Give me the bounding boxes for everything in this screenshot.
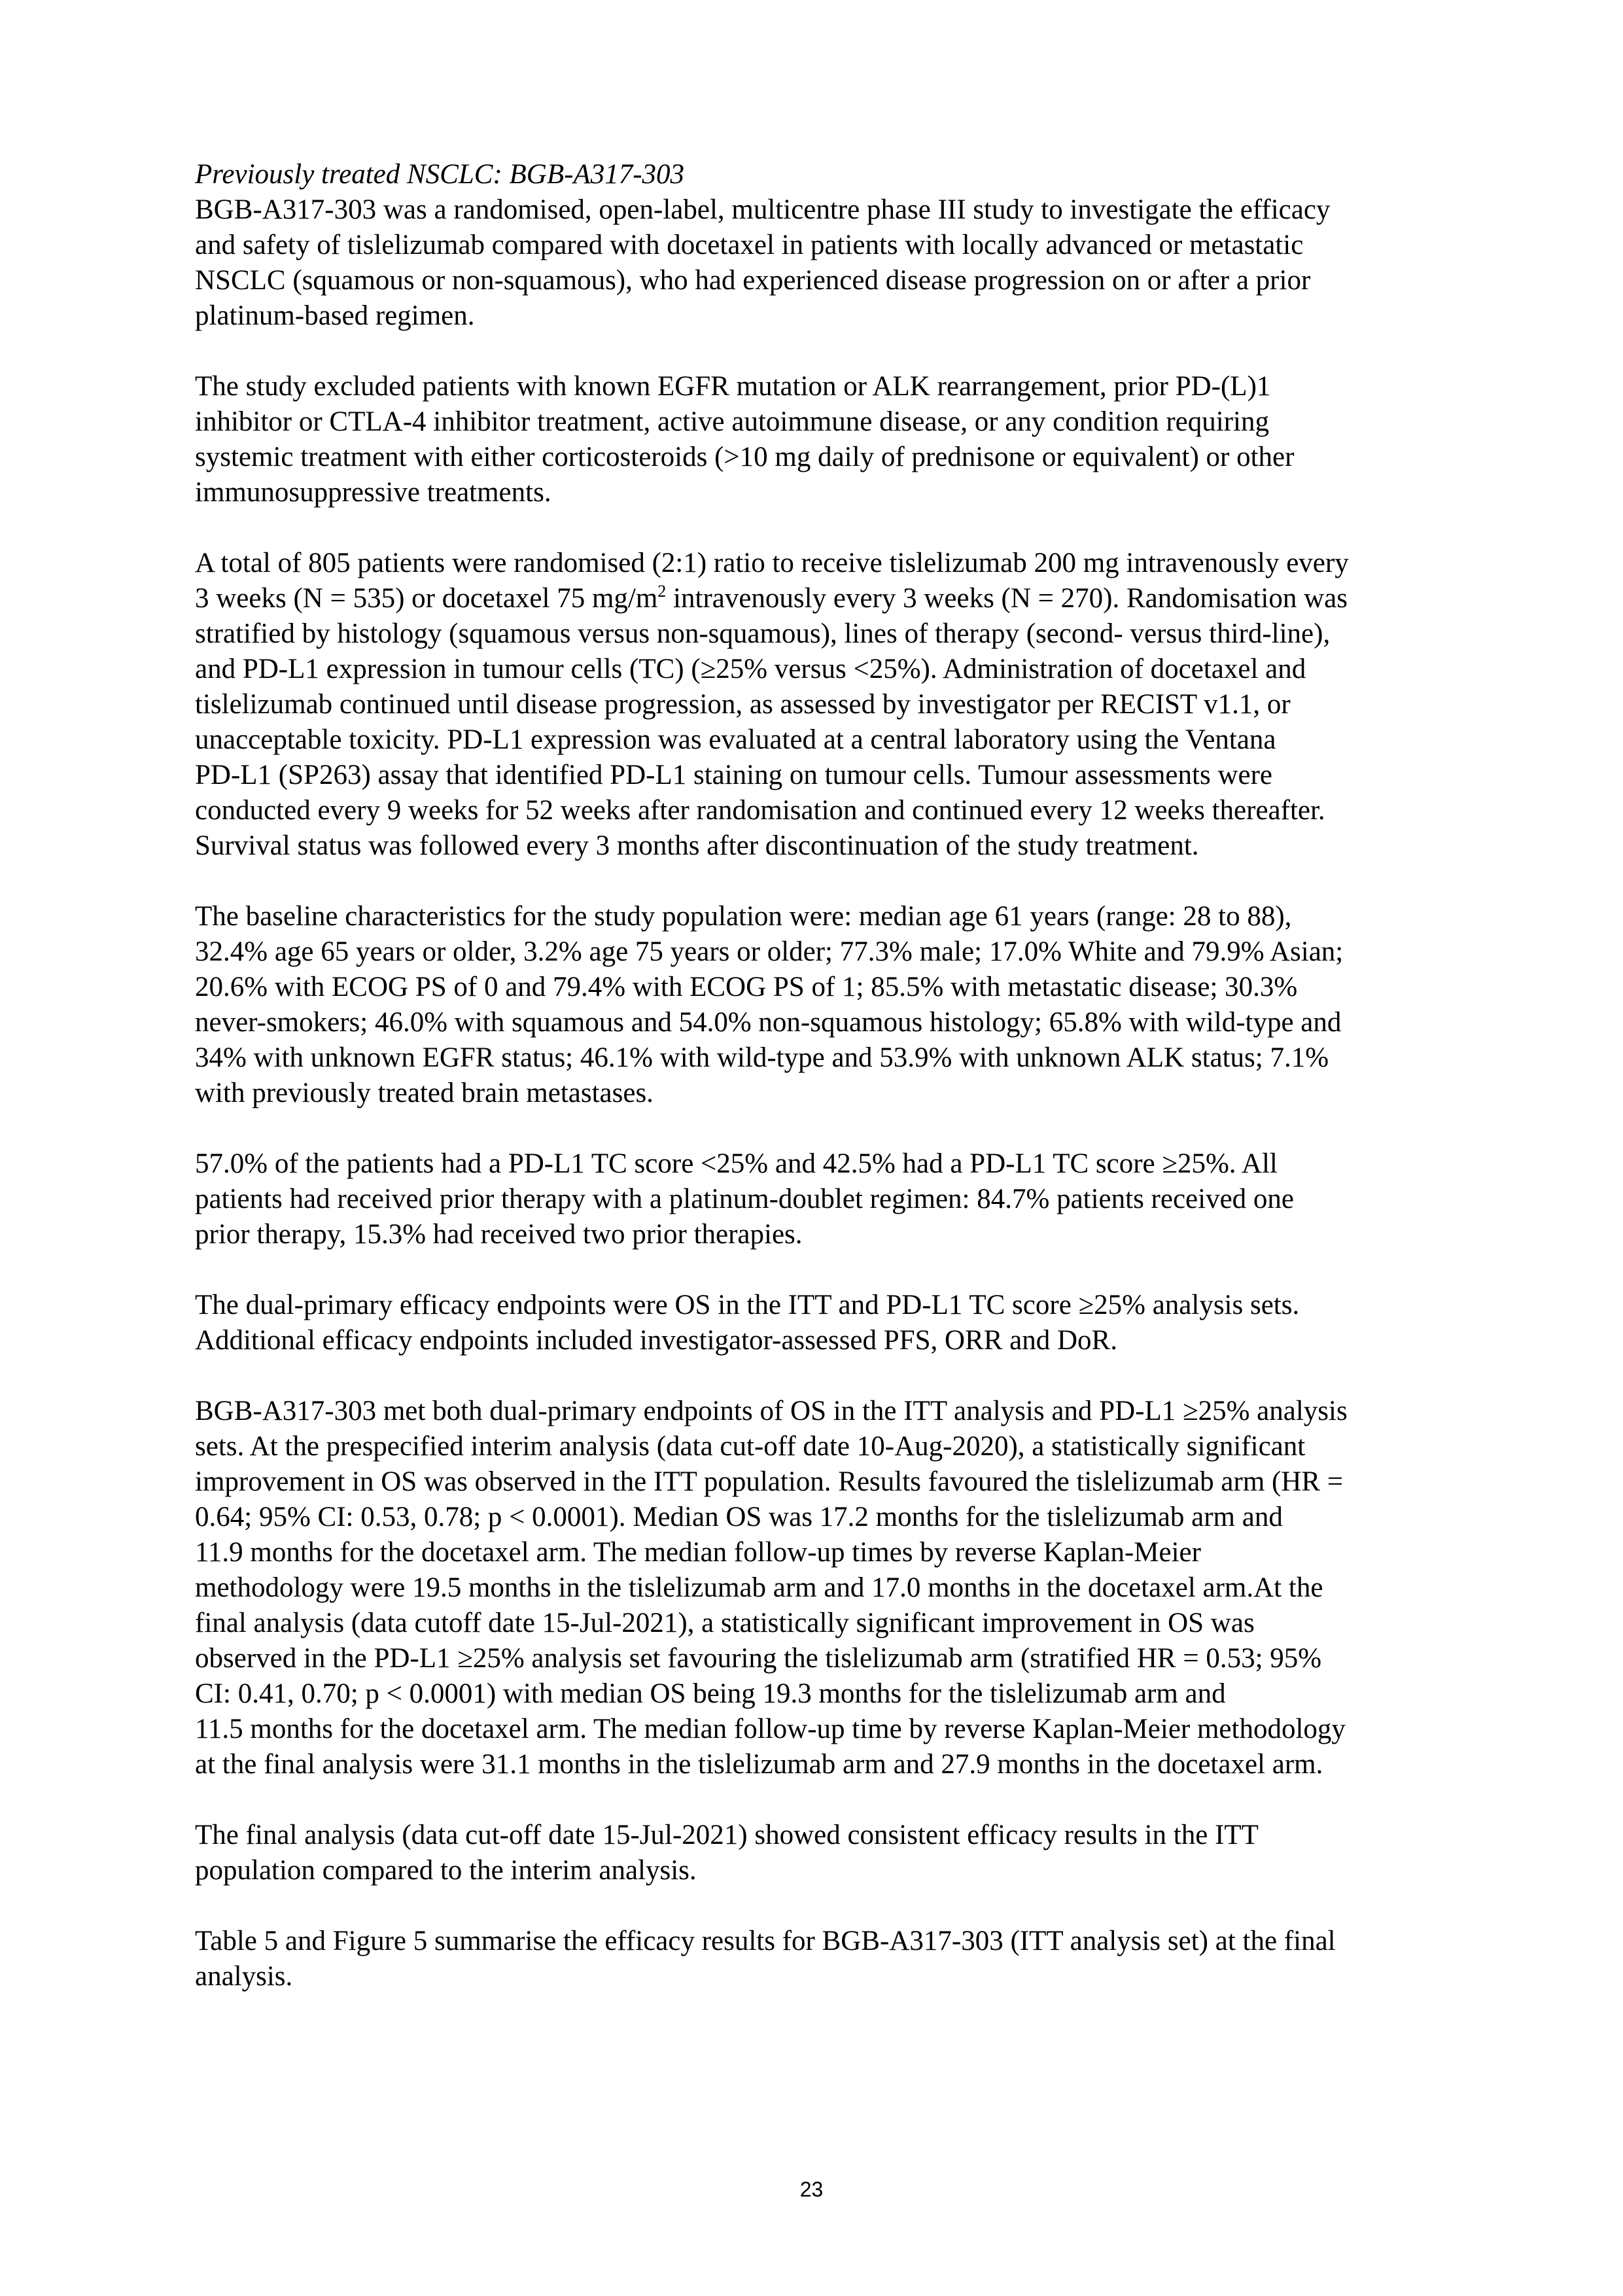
text-line: never-smokers; 46.0% with squamous and 54.0% non-squamous histology; 65.8% with wild-type and (195, 1007, 1342, 1038)
text-line: 32.4% age 65 years or older, 3.2% age 75 years or older; 77.3% male; 17.0% White and 79.9% Asian; (195, 936, 1344, 967)
text-line: The baseline characteristics for the study population were: median age 61 years (range: 28 to 88), (195, 901, 1292, 932)
text-line: immunosuppressive treatments. (195, 477, 551, 508)
text-line: conducted every 9 weeks for 52 weeks after randomisation and continued every 12 weeks thereafter. (195, 795, 1325, 826)
text-line: CI: 0.41, 0.70; p < 0.0001) with median OS being 19.3 months for the tislelizumab arm and (195, 1678, 1226, 1709)
paragraph-list (195, 192, 1457, 1994)
text-line: population compared to the interim analysis. (195, 1855, 697, 1886)
paragraph (195, 546, 1457, 864)
text-line: tislelizumab continued until disease progression, as assessed by investigator per RECIST v1.1, or (195, 689, 1291, 720)
paragraph (195, 192, 1457, 334)
text-line: stratified by histology (squamous versus non-squamous), lines of therapy (second- versus third-line), (195, 618, 1331, 649)
text-line: The study excluded patients with known EGFR mutation or ALK rearrangement, prior PD-(L)1 (195, 371, 1271, 402)
paragraph (195, 1146, 1457, 1252)
text-line: 57.0% of the patients had a PD-L1 TC score <25% and 42.5% had a PD-L1 TC score ≥25%. All (195, 1148, 1278, 1179)
text-line: observed in the PD-L1 ≥25% analysis set favouring the tislelizumab arm (stratified HR = 0.53; 95% (195, 1643, 1322, 1674)
text-line (195, 581, 1457, 616)
text-line: final analysis (data cutoff date 15-Jul-2021), a statistically significant improvement in OS was (195, 1608, 1255, 1638)
text-segment: intravenously every 3 weeks (N = 270). Randomisation was (666, 583, 1348, 614)
text-line: PD-L1 (SP263) assay that identified PD-L1 staining on tumour cells. Tumour assessments were (195, 760, 1272, 790)
text-line: platinum-based regimen. (195, 300, 475, 331)
text-segment: 3 weeks (N = 535) or docetaxel 75 mg/m (195, 583, 658, 614)
text-line: 20.6% with ECOG PS of 0 and 79.4% with ECOG PS of 1; 85.5% with metastatic disease; 30.3% (195, 972, 1298, 1002)
text-line: unacceptable toxicity. PD-L1 expression was evaluated at a central laboratory using the Ventana (195, 724, 1276, 755)
text-line: Survival status was followed every 3 months after discontinuation of the study treatment. (195, 830, 1199, 861)
section-heading: Previously treated NSCLC: BGB-A317-303 (195, 159, 685, 190)
text-line: 34% with unknown EGFR status; 46.1% with wild-type and 53.9% with unknown ALK status; 7.1% (195, 1042, 1329, 1073)
text-line: systemic treatment with either corticosteroids (>10 mg daily of prednisone or equivalent) or other (195, 442, 1295, 472)
text-line: improvement in OS was observed in the ITT population. Results favoured the tislelizumab arm (HR = (195, 1466, 1344, 1497)
text-line: 0.64; 95% CI: 0.53, 0.78; p < 0.0001). Median OS was 17.2 months for the tislelizumab arm and (195, 1502, 1283, 1532)
text-line: inhibitor or CTLA-4 inhibitor treatment, active autoimmune disease, or any condition requiring (195, 406, 1269, 437)
text-line: Table 5 and Figure 5 summarise the efficacy results for BGB-A317-303 (ITT analysis set) at the final (195, 1926, 1336, 1956)
text-line: analysis. (195, 1961, 293, 1992)
text-line: BGB-A317-303 was a randomised, open-label, multicentre phase III study to investigate the efficacy (195, 194, 1331, 225)
page-number: 23 (799, 2178, 824, 2201)
text-line: The dual-primary efficacy endpoints were OS in the ITT and PD-L1 TC score ≥25% analysis sets. (195, 1290, 1300, 1320)
text-line: 11.9 months for the docetaxel arm. The median follow-up times by reverse Kaplan-Meier (195, 1537, 1201, 1568)
paragraph (195, 1818, 1457, 1888)
document-body (195, 157, 1457, 2030)
text-line: sets. At the prespecified interim analysis (data cut-off date 10-Aug-2020), a statistically significant (195, 1431, 1306, 1462)
text-line: prior therapy, 15.3% had received two prior therapies. (195, 1219, 803, 1250)
text-line: methodology were 19.5 months in the tislelizumab arm and 17.0 months in the docetaxel arm.At the (195, 1572, 1323, 1603)
text-line: The final analysis (data cut-off date 15-Jul-2021) showed consistent efficacy results in the ITT (195, 1820, 1259, 1850)
paragraph (195, 1288, 1457, 1358)
paragraph (195, 899, 1457, 1111)
text-line: NSCLC (squamous or non-squamous), who had experienced disease progression on or after a prior (195, 265, 1311, 296)
text-line: at the final analysis were 31.1 months in the tislelizumab arm and 27.9 months in the docetaxel arm. (195, 1749, 1323, 1780)
text-line: and safety of tislelizumab compared with docetaxel in patients with locally advanced or metastatic (195, 230, 1304, 260)
paragraph (195, 1394, 1457, 1782)
text-line: Additional efficacy endpoints included investigator-assessed PFS, ORR and DoR. (195, 1325, 1117, 1356)
text-line: BGB-A317-303 met both dual-primary endpoints of OS in the ITT analysis and PD-L1 ≥25% analysis (195, 1396, 1348, 1426)
paragraph (195, 1924, 1457, 1994)
paragraph (195, 369, 1457, 510)
text-line: 11.5 months for the docetaxel arm. The median follow-up time by reverse Kaplan-Meier methodology (195, 1714, 1346, 1744)
text-line: and PD-L1 expression in tumour cells (TC) (≥25% versus <25%). Administration of docetaxel and (195, 654, 1306, 684)
superscript: 2 (657, 582, 667, 601)
text-line: patients had received prior therapy with a platinum-doublet regimen: 84.7% patients received one (195, 1184, 1295, 1214)
text-line: A total of 805 patients were randomised (2:1) ratio to receive tislelizumab 200 mg intravenously every (195, 548, 1349, 578)
text-line: with previously treated brain metastases. (195, 1078, 654, 1108)
